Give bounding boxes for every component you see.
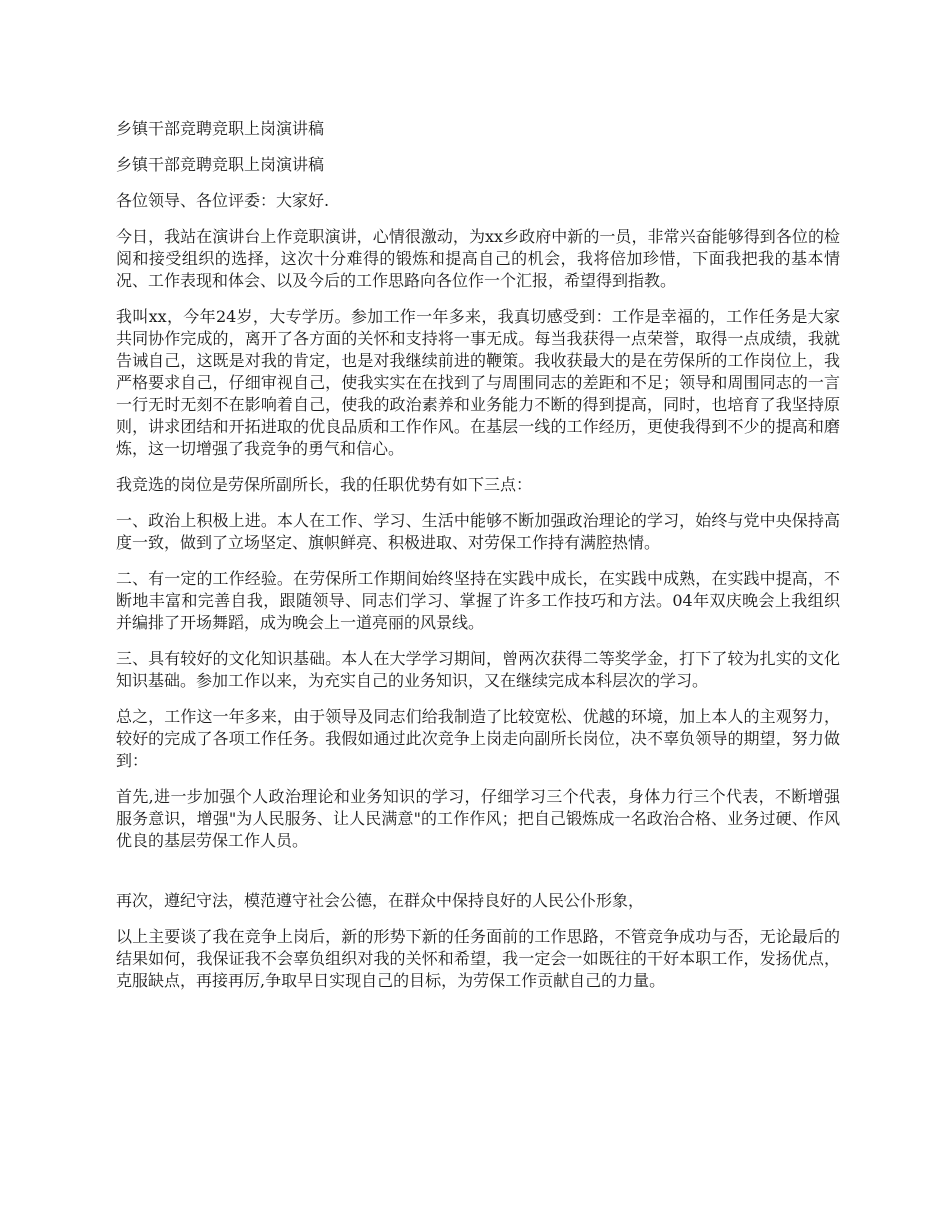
paragraph-intro: 今日，我站在演讲台上作竞职演讲，心情很激动，为xx乡政府中新的一员，非常兴奋能够得到各位的检阅和接受组织的选择，这次十分难得的锻炼和提高自己的机会，我将倍加珍惜，下面我把我的基本情况、工作表现和体会、以及今后的工作思路向各位作一个汇报，希望得到指教。	[116, 227, 840, 290]
paragraph-conclusion: 以上主要谈了我在竞争上岗后，新的形势下新的任务面前的工作思路，不管竞争成功与否，无论最后的结果如何，我保证我不会辜负组织对我的关怀和希望，我一定会一如既往的干好本职工作，发扬优点，克服缺点，再接再厉,争取早日实现自己的目标，为劳保工作贡献自己的力量。	[116, 927, 840, 990]
document-subtitle: 乡镇干部竞聘竞职上岗演讲稿	[116, 155, 325, 174]
paragraph-advantage-1: 一、政治上积极上进。本人在工作、学习、生活中能够不断加强政治理论的学习，始终与党中央保持高度一致，做到了立场坚定、旗帜鲜亮、积极进取、对劳保工作持有满腔热情。	[116, 511, 840, 552]
paragraph-first-goal: 首先,进一步加强个人政治理论和业务知识的学习，仔细学习三个代表，身体力行三个代表，不断增强服务意识，增强"为人民服务、让人民满意"的工作作风；把自己锻炼成一名政治合格、业务过硬、作风优良的基层劳保工作人员。	[116, 787, 840, 850]
document-title: 乡镇干部竞聘竞职上岗演讲稿	[116, 119, 325, 138]
paragraph-advantage-2: 二、有一定的工作经验。在劳保所工作期间始终坚持在实践中成长，在实践中成熟，在实践中提高，不断地丰富和完善自我，跟随领导、同志们学习、掌握了许多工作技巧和方法。04年双庆晚会上我组织并编排了开场舞蹈，成为晚会上一道亮丽的风景线。	[116, 569, 840, 632]
paragraph-next-goal: 再次，遵纪守法，模范遵守社会公德，在群众中保持良好的人民公仆形象，	[116, 891, 645, 910]
paragraph-position: 我竞选的岗位是劳保所副所长，我的任职优势有如下三点：	[116, 475, 533, 494]
paragraph-summary: 总之，工作这一年多来，由于领导及同志们给我制造了比较宽松、优越的环境，加上本人的主观努力，较好的完成了各项工作任务。我假如通过此次竞争上岗走向副所长岗位，决不辜负领导的期望，努力做到：	[116, 707, 840, 770]
paragraph-advantage-3: 三、具有较好的文化知识基础。本人在大学学习期间，曾两次获得二等奖学金，打下了较为扎实的文化知识基础。参加工作以来，为充实自己的业务知识，又在继续完成本科层次的学习。	[116, 649, 840, 690]
greeting: 各位领导、各位评委：大家好.	[116, 191, 330, 210]
paragraph-background: 我叫xx，今年24岁，大专学历。参加工作一年多来，我真切感受到：工作是幸福的，工作任务是大家共同协作完成的，离开了各方面的关怀和支持将一事无成。每当我获得一点荣誉，取得一点成绩，我就告诫自己，这既是对我的肯定，也是对我继续前进的鞭策。我收获最大的是在劳保所的工作岗位上，我严格要求自己，仔细审视自己，使我实实在在找到了与周围同志的差距和不足；领导和周围同志的一言一行无时无刻不在影响着自己，使我的政治素养和业务能力不断的得到提高，同时，也培育了我坚持原则，讲求团结和开拓进取的优良品质和工作作风。在基层一线的工作经历，更使我得到不少的提高和磨炼，这一切增强了我竞争的勇气和信心。	[116, 307, 840, 458]
document-body	[116, 118, 840, 1006]
